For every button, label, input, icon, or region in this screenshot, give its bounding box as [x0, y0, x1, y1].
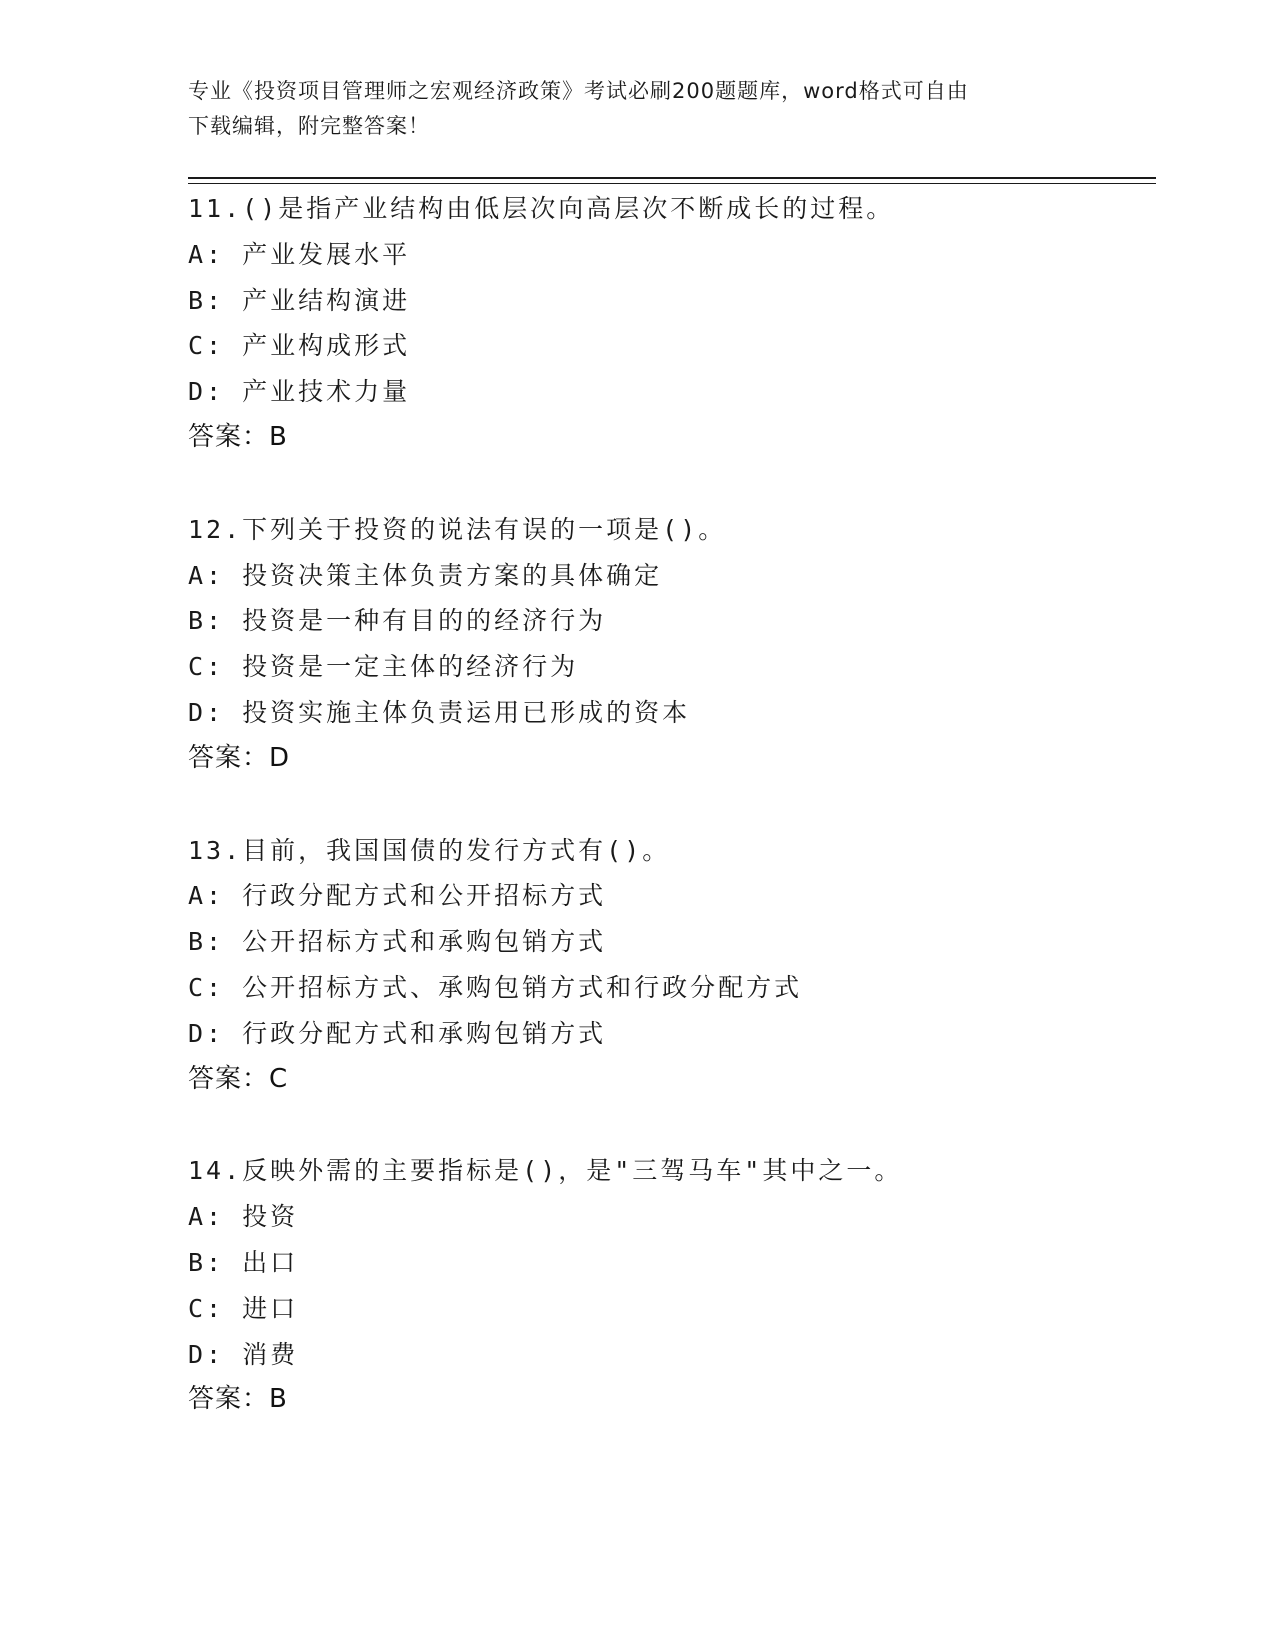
option-a: A: 投资: [188, 1202, 299, 1232]
question-stem: 13.目前，我国国债的发行方式有()。: [188, 835, 671, 865]
question-stem: 11.()是指产业结构由低层次向高层次不断成长的过程。: [188, 194, 895, 223]
option-c: C: 进口: [188, 1293, 299, 1323]
option-c: C: 投资是一定主体的经济行为: [188, 652, 579, 682]
option-b: B: 公开招标方式和承购包销方式: [188, 927, 607, 957]
question-stem: 14.反映外需的主要指标是()，是"三驾马车"其中之一。: [188, 1156, 903, 1186]
question-stem: 12.下列关于投资的说法有误的一项是()。: [188, 514, 727, 544]
header-line-1: 专业《投资项目管理师之宏观经济政策》考试必刷200题题库，word格式可自由: [188, 79, 969, 103]
answer-label: 答案：B: [188, 421, 288, 452]
option-d: D: 消费: [188, 1339, 299, 1369]
answer-label: 答案：D: [188, 742, 291, 773]
option-b: B: 投资是一种有目的的经济行为: [188, 606, 607, 636]
option-d: D: 产业技术力量: [188, 377, 411, 407]
document-header: [188, 74, 1068, 144]
option-a: A: 投资决策主体负责方案的具体确定: [188, 560, 663, 590]
option-c: C: 产业构成形式: [188, 331, 411, 361]
option-c: C: 公开招标方式、承购包销方式和行政分配方式: [188, 972, 803, 1002]
answer-label: 答案：C: [188, 1063, 289, 1094]
question-13: [188, 828, 1156, 1103]
header-line-2: 下载编辑，附完整答案！: [188, 114, 430, 138]
question-11: [188, 186, 1156, 461]
question-list: [188, 186, 1156, 1423]
option-a: A: 产业发展水平: [188, 239, 411, 269]
header-divider-thick: [188, 177, 1156, 179]
header-divider-thin: [188, 183, 1156, 184]
option-a: A: 行政分配方式和公开招标方式: [188, 881, 607, 911]
answer-label: 答案：B: [188, 1384, 288, 1415]
question-12: [188, 507, 1156, 782]
option-d: D: 行政分配方式和承购包销方式: [188, 1018, 607, 1048]
option-b: B: 出口: [188, 1247, 299, 1277]
option-b: B: 产业结构演进: [188, 285, 411, 315]
option-d: D: 投资实施主体负责运用已形成的资本: [188, 697, 691, 727]
question-14: [188, 1148, 1156, 1423]
